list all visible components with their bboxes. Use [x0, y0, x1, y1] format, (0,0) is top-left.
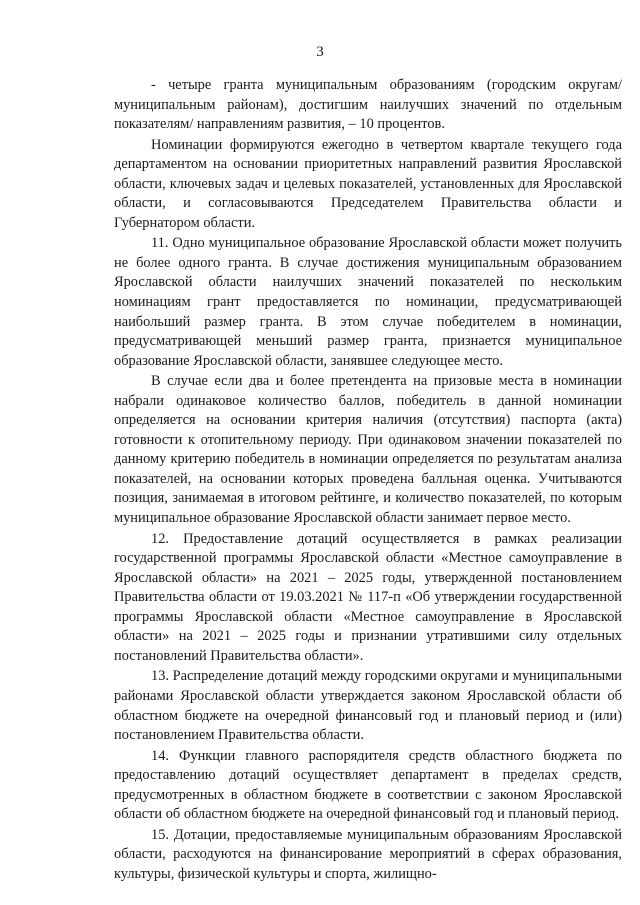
- paragraph-tie-break: В случае если два и более претендента на призовые места в номинации набрали одинаковое количество баллов, победитель в данной номинации определяется на основании критерия наличия (отсутствия) паспорта (акта) готовности к отопительному периоду. При одинаковом значении показателей по данному критерию победитель в номинации определяется по результатам анализа показателей, на основании которых проведена балльная оценка. Учитываются позиция, занимаемая в итоговом рейтинге, и количество показателей, по которым муниципальное образование Ярославской области занимает первое место.: [114, 373, 622, 527]
- page-number: 3: [316, 44, 324, 60]
- paragraph-grants-list-item: - четыре гранта муниципальным образованиям (городским округам/ муниципальным районам), достигшим наилучших значений по отдельным показателям/ направлениям развития, – 10 процентов.: [114, 77, 622, 133]
- document-body: [114, 76, 622, 885]
- paragraph-clause-15: 15. Дотации, предоставляемые муниципальным образованиям Ярославской области, расходуются на финансирование мероприятий в сферах образования, культуры, физической культуры и спорта, жилищно-: [114, 826, 622, 882]
- paragraph-nominations: Номинации формируются ежегодно в четвертом квартале текущего года департаментом на основании приоритетных направлений развития Ярославской области, ключевых задач и целевых показателей, установленных для Ярославской области, и согласовываются Председателем Правительства области и Губернатором области.: [114, 136, 622, 231]
- paragraph-clause-12: 12. Предоставление дотаций осуществляется в рамках реализации государственной программы Ярославской области «Местное самоуправление в Ярославской области» на 2021 – 2025 годы, утвержденной постановлением Правительства области от 19.03.2021 № 117-п «Об утверждении государственной программы Ярославской области «Местное самоуправление в Ярославской области» на 2021 – 2025 годы и признании утратившими силу отдельных постановлений Правительства области».: [114, 530, 622, 664]
- paragraph-clause-14: 14. Функции главного распорядителя средств областного бюджета по предоставлению дотаций осуществляет департамент в пределах средств, предусмотренных в областном бюджете в соответствии с законом Ярославской области об областном бюджете на очередной финансовый год и плановый период.: [114, 747, 622, 823]
- paragraph-clause-13: 13. Распределение дотаций между городскими округами и муниципальными районами Ярославской области утверждается законом Ярославской области об областном бюджете на очередной финансовый год и плановый период и (или) постановлением Правительства области.: [114, 668, 622, 744]
- paragraph-clause-11: 11. Одно муниципальное образование Ярославской области может получить не более одного гранта. В случае достижения муниципальным образованием Ярославской области наилучших значений показателей по нескольким номинациям грант предоставляется по номинации, предусматривающей наибольший размер гранта. В этом случае победителем в номинации, предусматривающей меньший размер гранта, признается муниципальное образование Ярославской области, занявшее следующее место.: [114, 235, 622, 369]
